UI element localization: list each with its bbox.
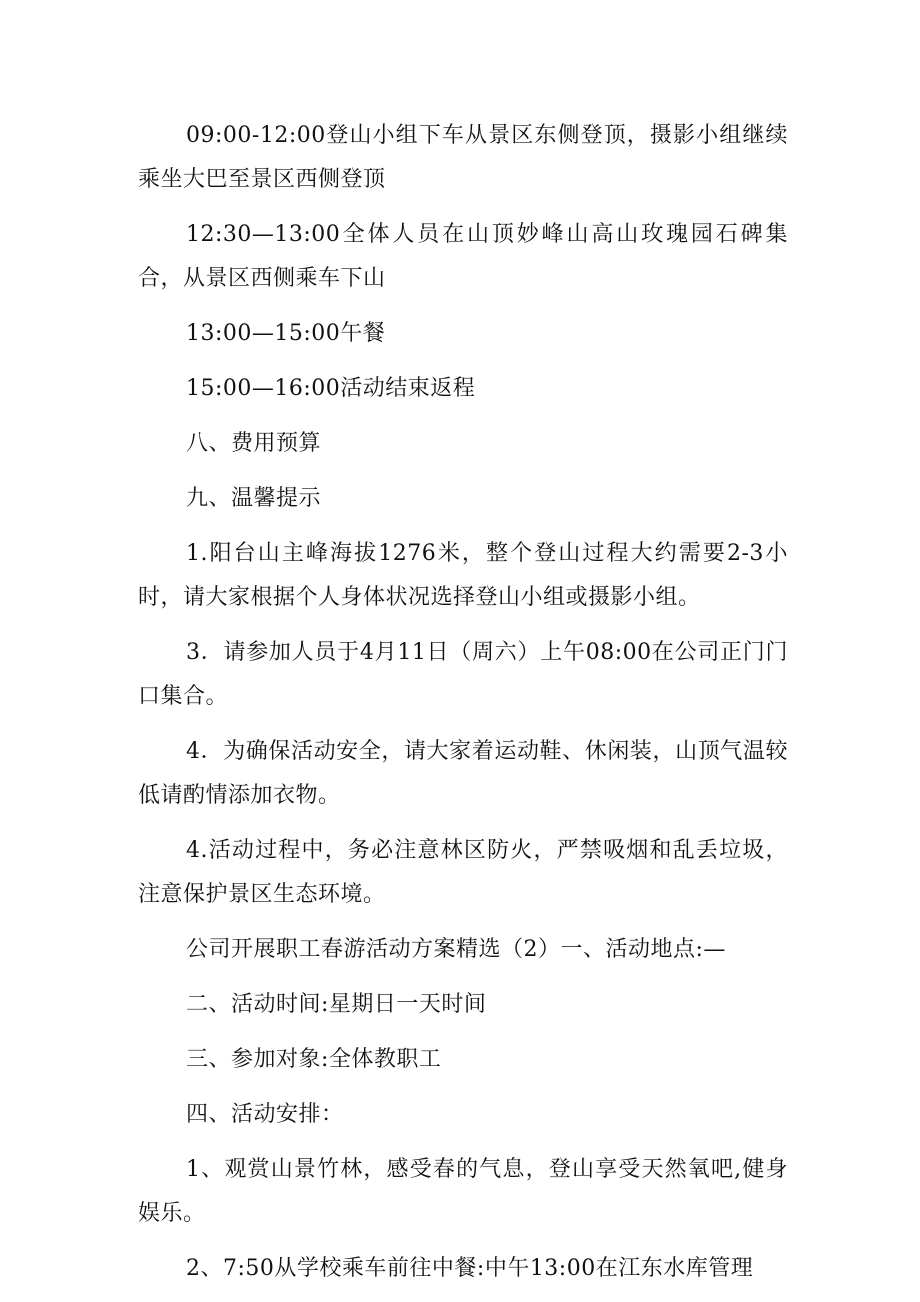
paragraph-schedule-0900: 09:00-12:00登山小组下车从景区东侧登顶，摄影小组继续乘坐大巴至景区西侧登顶 — [138, 123, 788, 192]
plan-item-time: 二、活动时间:星期日一天时间 — [186, 992, 487, 1017]
arrangement-item-1: 1、观赏山景竹林，感受春的气息，登山享受天然氧吧,健身娱乐。 — [138, 1157, 788, 1226]
document-body — [138, 114, 788, 1302]
plan-item-participants: 三、参加对象:全体教职工 — [186, 1047, 442, 1072]
tip-item-fire-prevention: 4.活动过程中，务必注意林区防火，严禁吸烟和乱丢垃圾，注意保护景区生态环境。 — [138, 838, 788, 907]
tip-item-altitude: 1.阳台山主峰海拔1276米，整个登山过程大约需要2-3小时，请大家根据个人身体状况选择登山小组或摄影小组。 — [138, 541, 788, 610]
paragraph-schedule-1300: 13:00—15:00午餐 — [186, 321, 386, 346]
paragraph-schedule-1500: 15:00—16:00活动结束返程 — [186, 376, 476, 401]
tip-item-assembly: 3．请参加人员于4月11日（周六）上午08:00在公司正门门口集合。 — [138, 640, 788, 709]
section-heading-tips: 九、温馨提示 — [186, 486, 322, 511]
plan-item-arrangement-heading: 四、活动安排： — [186, 1102, 344, 1127]
paragraph-schedule-1230: 12:30—13:00全体人员在山顶妙峰山高山玫瑰园石碑集合，从景区西侧乘车下山 — [138, 222, 788, 291]
plan-title-location: 公司开展职工春游活动方案精选（2）一、活动地点:— — [186, 937, 726, 962]
tip-item-safety: 4．为确保活动安全，请大家着运动鞋、休闲装，山顶气温较低请酌情添加衣物。 — [138, 739, 788, 808]
section-heading-budget: 八、费用预算 — [186, 431, 322, 456]
arrangement-item-2: 2、7:50从学校乘车前往中餐:中午13:00在江东水库管理 — [186, 1256, 754, 1281]
